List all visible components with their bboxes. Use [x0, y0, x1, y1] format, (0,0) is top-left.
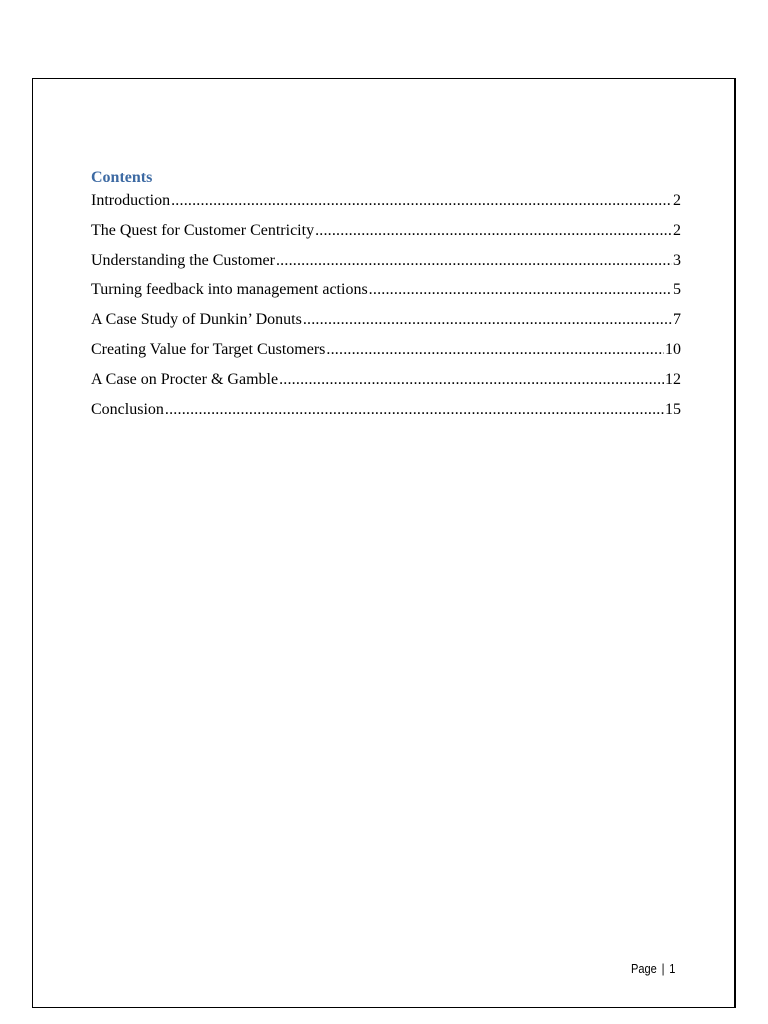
toc-leader-dots	[303, 310, 672, 330]
toc-entry-conclusion[interactable]	[91, 400, 681, 430]
footer-page-number: 1	[669, 961, 676, 976]
toc-entry-page: 5	[673, 281, 681, 299]
toc-entry-title: The Quest for Customer Centricity	[91, 221, 315, 239]
toc-entry-dunkin-donuts[interactable]	[91, 310, 681, 340]
toc-leader-dots	[276, 251, 672, 271]
page-footer	[630, 961, 676, 976]
toc-entry-title: Creating Value for Target Customers	[91, 340, 326, 358]
toc-leader-dots	[326, 340, 664, 360]
document-page	[32, 78, 736, 1008]
toc-entry-page: 3	[673, 251, 681, 269]
table-of-contents	[91, 169, 681, 429]
toc-entry-creating-value[interactable]	[91, 340, 681, 370]
toc-entry-title: A Case on Procter & Gamble	[91, 370, 279, 388]
toc-leader-dots	[369, 280, 672, 300]
toc-entry-page: 10	[665, 340, 681, 358]
toc-leader-dots	[165, 400, 664, 420]
footer-separator: |	[661, 961, 665, 976]
toc-entry-page: 12	[665, 370, 681, 388]
toc-entry-title: Conclusion	[91, 400, 164, 418]
toc-entry-page: 2	[673, 192, 681, 209]
toc-entry-title: A Case Study of Dunkin’ Donuts	[91, 311, 302, 329]
toc-heading: Contents	[91, 169, 153, 186]
toc-entry-page: 2	[673, 221, 681, 239]
toc-entry-page: 7	[673, 311, 681, 329]
footer-page-label: Page	[630, 961, 657, 976]
toc-entry-turning-feedback[interactable]	[91, 280, 681, 310]
toc-entry-understanding-the-customer[interactable]	[91, 251, 681, 281]
toc-entry-introduction[interactable]	[91, 191, 681, 221]
toc-entry-title: Introduction	[91, 192, 171, 209]
toc-entry-procter-gamble[interactable]	[91, 370, 681, 400]
toc-entry-title: Turning feedback into management actions	[91, 281, 368, 299]
toc-leader-dots	[279, 370, 664, 390]
toc-entry-quest-for-customer-centricity[interactable]	[91, 221, 681, 251]
toc-entry-title: Understanding the Customer	[91, 251, 275, 269]
toc-entry-page: 15	[665, 400, 681, 418]
toc-leader-dots	[171, 191, 672, 211]
toc-leader-dots	[315, 221, 672, 241]
